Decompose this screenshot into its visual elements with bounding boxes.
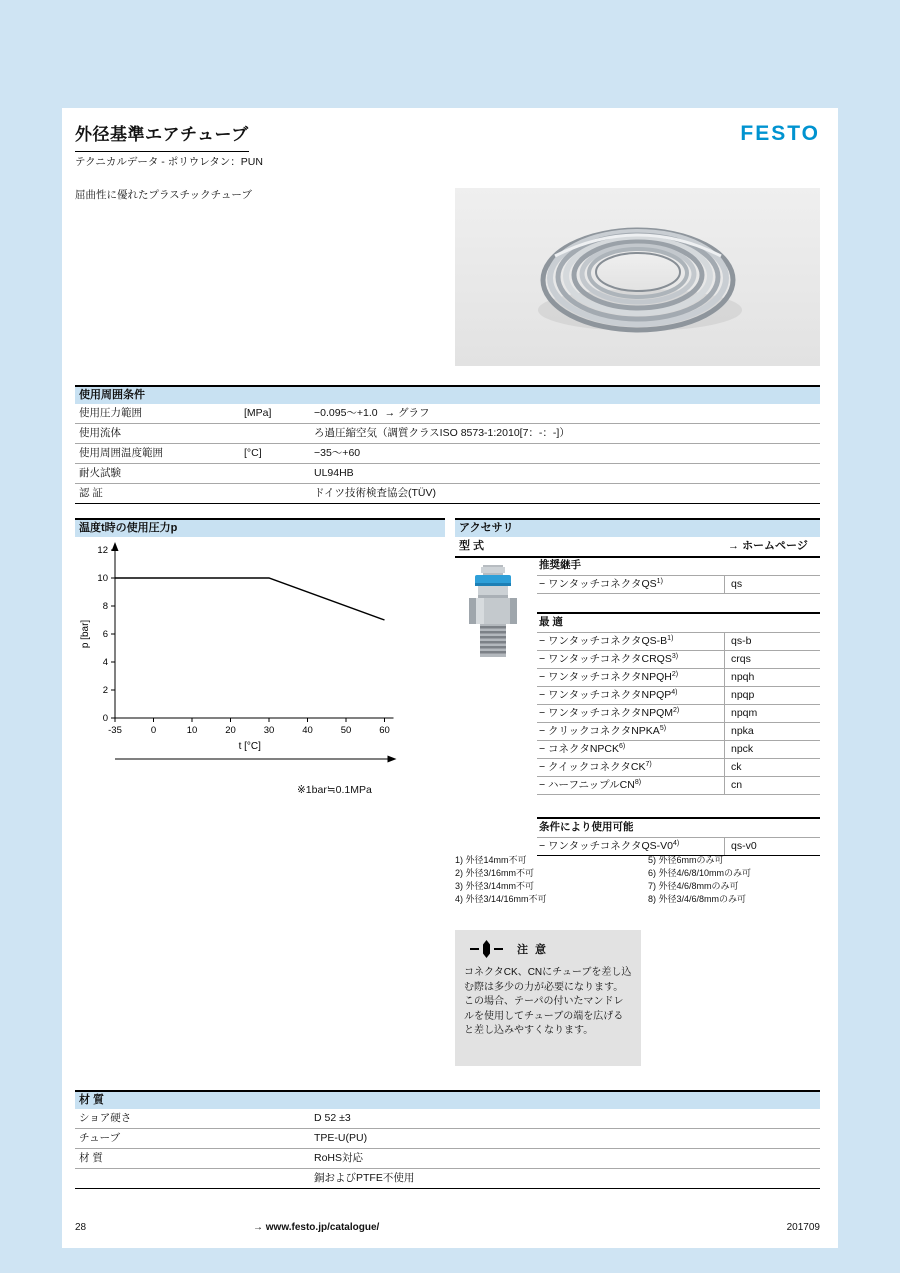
svg-text:40: 40 — [302, 725, 313, 736]
table-row — [75, 444, 820, 464]
chart-title: 温度t時の使用圧力p — [75, 518, 445, 537]
footnote-ref: 1) — [667, 635, 674, 642]
svg-text:0: 0 — [102, 713, 108, 724]
footnote: 8) 外径3/4/6/8mmのみ可 — [648, 894, 747, 904]
accessory-name: − ワンタッチコネクタNPQM — [539, 707, 673, 719]
row-value: TPE-U(PU) — [314, 1132, 368, 1144]
row-label: 使用圧力範囲 — [79, 407, 142, 419]
chart-note: ※1bar≒0.1MPa — [297, 784, 372, 796]
accessory-name: − ワンタッチコネクタQS-B — [539, 635, 668, 647]
accessory-name: − ワンタッチコネクタNPQH — [539, 671, 672, 683]
table-row — [75, 1129, 820, 1149]
svg-text:10: 10 — [186, 725, 198, 736]
accessory-name: − ワンタッチコネクタNPQP — [539, 689, 672, 701]
accessory-name: − ワンタッチコネクタQS — [539, 578, 657, 590]
accessory-label — [537, 723, 724, 740]
accessory-label — [537, 838, 724, 855]
accessory-label — [537, 687, 724, 704]
table-row — [75, 464, 820, 484]
accessory-name: − コネクタNPCK — [539, 743, 620, 755]
caution-box — [455, 930, 641, 1066]
table-header: 使用周囲条件 — [75, 385, 820, 404]
section-header-conditional: 条件により使用可能 — [537, 817, 820, 838]
footnote: 1) 外径14mm不可 — [455, 855, 527, 865]
footnote-ref: 4) — [671, 689, 678, 696]
accessory-name: − ワンタッチコネクタQS-V0 — [539, 840, 674, 852]
footnote-ref: 2) — [671, 671, 679, 678]
row-label: 使用周囲温度範囲 — [79, 447, 163, 459]
section-header-recommended: 推奨継手 — [537, 557, 820, 576]
accessory-label — [537, 651, 724, 668]
row-unit — [244, 464, 314, 483]
mandrel-icon — [470, 940, 503, 958]
row-label — [75, 1169, 314, 1188]
row-unit — [244, 484, 314, 503]
accessory-code: npka — [724, 723, 820, 740]
panel-header: アクセサリ — [455, 518, 820, 537]
svg-text:p [bar]: p [bar] — [80, 619, 91, 649]
row-unit — [244, 424, 314, 443]
type-row — [455, 537, 820, 558]
product-description: 屈曲性に優れたプラスチックチューブ — [75, 189, 252, 201]
row-value: ドイツ技術検査協会(TÜV) — [314, 487, 436, 499]
accessory-row — [537, 669, 820, 687]
row-label: 使用流体 — [79, 427, 121, 439]
accessory-code: ck — [724, 759, 820, 776]
footnote: 2) 外径3/16mm不可 — [455, 868, 535, 878]
accessory-code: npck — [724, 741, 820, 758]
materials-table — [75, 1090, 820, 1189]
accessory-code: npqh — [724, 669, 820, 686]
table-row — [75, 484, 820, 504]
accessory-code: npqp — [724, 687, 820, 704]
page-subtitle: テクニカルデータ - ポリウレタン：PUN — [75, 156, 263, 168]
svg-text:12: 12 — [97, 545, 108, 556]
accessory-code: crqs — [724, 651, 820, 668]
row-label: 耐火試験 — [79, 467, 121, 479]
caution-text: コネクタCK、CNにチューブを差し込む際は多少の力が必要になります。この場合、テーパの付いたマンドレルを使用してチューブの端を広げると差し込みやすくなります。 — [464, 967, 632, 1037]
footnote-ref: 2) — [673, 707, 680, 714]
graph-link-label: グラフ — [397, 407, 430, 419]
ambient-conditions-table — [75, 385, 820, 504]
arrow-icon: → — [728, 540, 739, 552]
accessory-code: qs-v0 — [724, 838, 820, 855]
table-row — [75, 424, 820, 444]
footnote-ref: 4) — [673, 840, 680, 847]
row-value: UL94HB — [314, 467, 354, 479]
pressure-chart-panel — [75, 518, 445, 796]
svg-text:2: 2 — [102, 685, 108, 696]
accessory-label — [537, 576, 724, 593]
accessory-code: cn — [724, 777, 820, 794]
accessory-row — [537, 651, 820, 669]
svg-text:-35: -35 — [108, 725, 122, 736]
footnote: 4) 外径3/14/16mm不可 — [455, 894, 547, 904]
caution-header — [464, 938, 632, 960]
row-unit: [°C] — [244, 447, 262, 459]
accessory-name: − ハーフニップルCN — [539, 779, 635, 791]
tube-coil-illustration — [455, 188, 820, 366]
accessory-name: − ワンタッチコネクタCRQS — [539, 653, 672, 665]
row-value: RoHS対応 — [314, 1152, 364, 1164]
accessory-row — [537, 705, 820, 723]
fitting-image — [458, 562, 528, 660]
catalogue-link[interactable] — [253, 1222, 379, 1233]
accessory-label — [537, 633, 724, 650]
row-value: −35〜+60 — [314, 447, 361, 459]
value-text: −0.095〜+1.0 — [314, 407, 378, 419]
arrow-icon: → — [253, 1222, 263, 1233]
footnotes — [455, 854, 820, 906]
row-label: チューブ — [79, 1132, 121, 1144]
accessory-code: qs — [724, 576, 820, 593]
accessory-row — [537, 741, 820, 759]
footnote-column-right — [648, 854, 820, 906]
date-code: 201709 — [786, 1222, 820, 1233]
table-header: 材 質 — [75, 1090, 820, 1109]
footnote: 5) 外径6mmのみ可 — [648, 855, 724, 865]
caution-title: 注 意 — [517, 944, 549, 956]
graph-link[interactable] — [385, 407, 430, 419]
accessory-name: − クイックコネクタCK — [539, 761, 646, 773]
footnote-ref: 7) — [645, 761, 652, 768]
table-row — [75, 1109, 820, 1129]
accessory-label — [537, 759, 724, 776]
row-unit: [MPa] — [244, 407, 272, 419]
accessory-row — [537, 576, 820, 594]
accessories-panel — [455, 518, 820, 904]
homepage-link[interactable] — [728, 537, 808, 556]
section-header-optimal: 最 適 — [537, 612, 820, 633]
accessory-code: qs-b — [724, 633, 820, 650]
footnote: 3) 外径3/14mm不可 — [455, 881, 535, 891]
footnote: 6) 外径4/6/8/10mmのみ可 — [648, 868, 752, 878]
svg-text:10: 10 — [97, 573, 108, 584]
svg-text:30: 30 — [263, 725, 275, 736]
row-value: 銅およびPTFE不使用 — [314, 1172, 415, 1184]
row-label: 認 証 — [79, 487, 103, 499]
accessory-list — [537, 557, 820, 856]
homepage-label: ホームページ — [742, 540, 808, 552]
row-value: D 52 ±3 — [314, 1112, 351, 1124]
accessory-row — [537, 687, 820, 705]
svg-text:20: 20 — [225, 725, 236, 736]
push-in-fitting-illustration — [458, 562, 528, 660]
arrow-icon: → — [384, 407, 396, 419]
svg-text:8: 8 — [102, 601, 108, 612]
footnote-ref: 5) — [659, 725, 667, 732]
footnote-ref: 8) — [634, 779, 642, 786]
festo-logo: FESTO — [740, 122, 820, 145]
page-footer — [75, 1222, 820, 1238]
type-label: 型 式 — [459, 540, 485, 552]
footnote-column-left — [455, 854, 648, 906]
page-number: 28 — [75, 1222, 87, 1233]
row-label: ショア硬さ — [79, 1112, 132, 1124]
row-value: ろ過圧縮空気（調質クラスISO 8573-1:2010[7：-：-]） — [314, 427, 570, 439]
row-value — [314, 404, 820, 423]
accessory-code: npqm — [724, 705, 820, 722]
svg-text:0: 0 — [150, 725, 157, 736]
footnote: 7) 外径4/6/8mmのみ可 — [648, 881, 739, 891]
accessory-row — [537, 633, 820, 651]
catalogue-url: www.festo.jp/catalogue/ — [265, 1222, 380, 1233]
pressure-temperature-chart — [75, 540, 445, 770]
catalog-sheet — [62, 108, 838, 1248]
page-title: 外径基準エアチューブ — [75, 120, 249, 152]
table-row — [75, 1169, 820, 1189]
accessory-row — [537, 759, 820, 777]
table-row — [75, 1149, 820, 1169]
accessory-label — [537, 705, 724, 722]
product-image — [455, 188, 820, 366]
footnote-ref: 6) — [619, 743, 626, 750]
svg-text:50: 50 — [340, 725, 352, 736]
svg-text:60: 60 — [379, 725, 390, 736]
accessory-label — [537, 777, 724, 794]
accessory-label — [537, 669, 724, 686]
svg-text:6: 6 — [102, 629, 108, 640]
accessory-row — [537, 777, 820, 795]
accessory-label — [537, 741, 724, 758]
row-label: 材 質 — [79, 1152, 103, 1164]
footnote-ref: 3) — [671, 653, 679, 660]
table-row — [75, 404, 820, 424]
accessory-name: − クリックコネクタNPKA — [539, 725, 660, 737]
svg-text:4: 4 — [102, 657, 108, 668]
svg-text:t [°C]: t [°C] — [238, 741, 261, 752]
footnote-ref: 1) — [656, 578, 663, 585]
accessory-row — [537, 723, 820, 741]
